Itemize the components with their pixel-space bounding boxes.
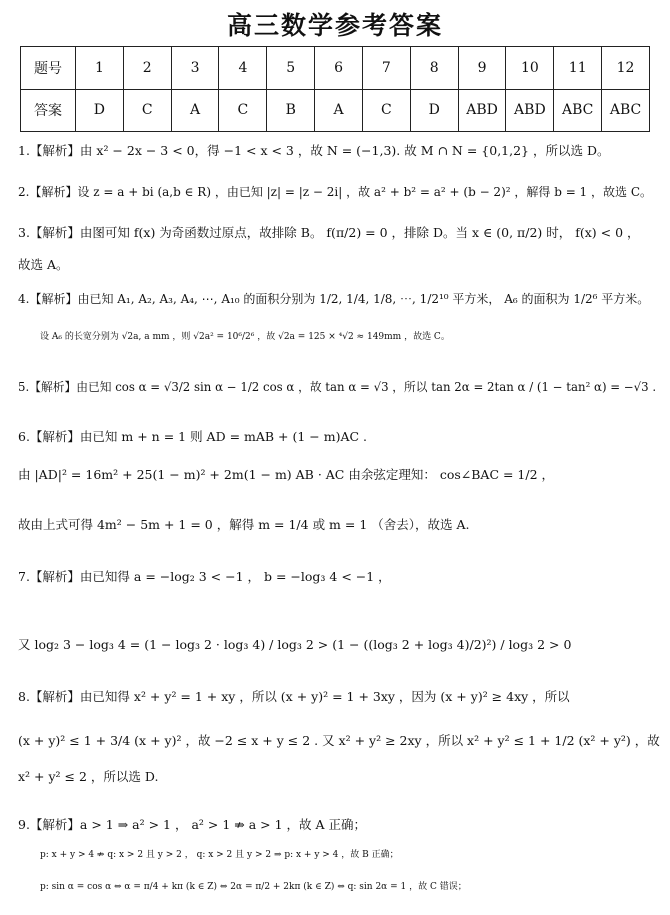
- answer-cell: ABD: [506, 89, 554, 132]
- answer-cell: C: [219, 89, 267, 132]
- question-number: 3: [171, 47, 219, 90]
- answer-cell: ABD: [458, 89, 506, 132]
- question-number: 4: [219, 47, 267, 90]
- solution-9-line-3: p: sin α = cos α ⇔ α = π/4 + kπ (k ∈ Z) ⇔ 2α = π/2 + 2kπ (k ∈ Z) ⇔ q: sin 2α = 1 ，故 C 错误；: [40, 882, 467, 892]
- solution-3-line-2: 故选 A。: [18, 257, 69, 272]
- solution-8-line-1: 8.【解析】由已知得 x² + y² = 1 + xy ，所以 (x + y)² = 1 + 3xy ，因为 (x + y)² ≥ 4xy ，所以: [18, 689, 570, 704]
- question-number: 7: [362, 47, 410, 90]
- question-number: 5: [267, 47, 315, 90]
- question-number: 10: [506, 47, 554, 90]
- solution-7-line-1: 7.【解析】由已知得 a = −log₂ 3 < −1 ， b = −log₃ 4 < −1 ，: [18, 569, 391, 584]
- solution-5: 5.【解析】由已知 cos α = √3/2 sin α − 1/2 cos α ，故 tan α = √3 ，所以 tan 2α = 2tan α / (1 − tan² α) = −√3 .: [18, 380, 657, 394]
- solution-6-line-3: 故由上式可得 4m² − 5m + 1 = 0 ，解得 m = 1/4 或 m = 1 （舍去），故选 A.: [18, 517, 470, 532]
- question-number: 9: [458, 47, 506, 90]
- solution-4-line-2: 设 A₆ 的长宽分别为 √2a, a mm ，则 √2a² = 10⁶/2⁶ ，故 √2a = 125 × ⁴√2 ≈ 149mm ，故选 C。: [40, 332, 450, 342]
- solution-6-line-2: 由 |AD|² = 16m² + 25(1 − m)² + 2m(1 − m) AB · AC 由余弦定理知： cos∠BAC = 1/2 ，: [18, 467, 555, 482]
- answer-cell: ABC: [602, 89, 650, 132]
- question-number: 12: [602, 47, 650, 90]
- answer-cell: B: [267, 89, 315, 132]
- solution-6-line-1: 6.【解析】由已知 m + n = 1 则 AD = mAB + (1 − m)AC .: [18, 429, 368, 444]
- question-number: 8: [410, 47, 458, 90]
- answer-cell: D: [410, 89, 458, 132]
- number-row: [21, 47, 650, 90]
- question-number: 2: [123, 47, 171, 90]
- row-label-number: 题号: [21, 47, 76, 90]
- solution-8-line-3: x² + y² ≤ 2 ，所以选 D.: [18, 769, 159, 784]
- question-number: 6: [315, 47, 363, 90]
- question-number: 11: [554, 47, 602, 90]
- answer-cell: C: [123, 89, 171, 132]
- row-label-answer: 答案: [21, 89, 76, 132]
- page-title: 高三数学参考答案: [226, 11, 443, 40]
- solution-4-line-1: 4.【解析】由已知 A₁, A₂, A₃, A₄, ⋯, A₁₀ 的面积分别为 1/2, 1/4, 1/8, ⋯, 1/2¹⁰ 平方米， A₆ 的面积为 1/2⁶ 平方米。: [18, 292, 650, 306]
- answer-table: [20, 46, 650, 132]
- answer-cell: C: [362, 89, 410, 132]
- answer-cell: D: [76, 89, 124, 132]
- solution-9-line-1: 9.【解析】a > 1 ⇒ a² > 1 ， a² > 1 ⇏ a > 1 ，故 A 正确；: [18, 817, 366, 832]
- solution-8-line-2: (x + y)² ≤ 1 + 3/4 (x + y)² ，故 −2 ≤ x + y ≤ 2 . 又 x² + y² ≥ 2xy ，所以 x² + y² ≤ 1 + 1/2 (x² + y²) ，故: [18, 733, 660, 748]
- answer-row: [21, 89, 650, 132]
- question-number: 1: [76, 47, 124, 90]
- solution-2: 2.【解析】设 z = a + bi (a,b ∈ R) ，由已知 |z| = |z − 2i| ，故 a² + b² = a² + (b − 2)² ，解得 b = 1 ，故选 C。: [18, 185, 653, 199]
- solution-3-line-1: 3.【解析】由图可知 f(x) 为奇函数过原点，故排除 B。 f(π/2) = 0 ，排除 D。当 x ∈ (0, π/2) 时， f(x) < 0 ，: [18, 225, 640, 240]
- solution-1: 1.【解析】由 x² − 2x − 3 < 0，得 −1 < x < 3 ，故 N = (−1,3). 故 M ∩ N = {0,1,2} ，所以选 D。: [18, 143, 610, 158]
- answer-cell: A: [315, 89, 363, 132]
- answer-cell: A: [171, 89, 219, 132]
- answer-cell: ABC: [554, 89, 602, 132]
- solution-9-line-2: p: x + y > 4 ⇏ q: x > 2 且 y > 2 ， q: x > 2 且 y > 2 ⇒ p: x + y > 4 ，故 B 正确；: [40, 850, 399, 860]
- solution-7-line-2: 又 log₂ 3 − log₃ 4 = (1 − log₃ 2 · log₃ 4) / log₃ 2 > (1 − ((log₃ 2 + log₃ 4)/2)²) / log₃ 2 > 0: [18, 637, 572, 652]
